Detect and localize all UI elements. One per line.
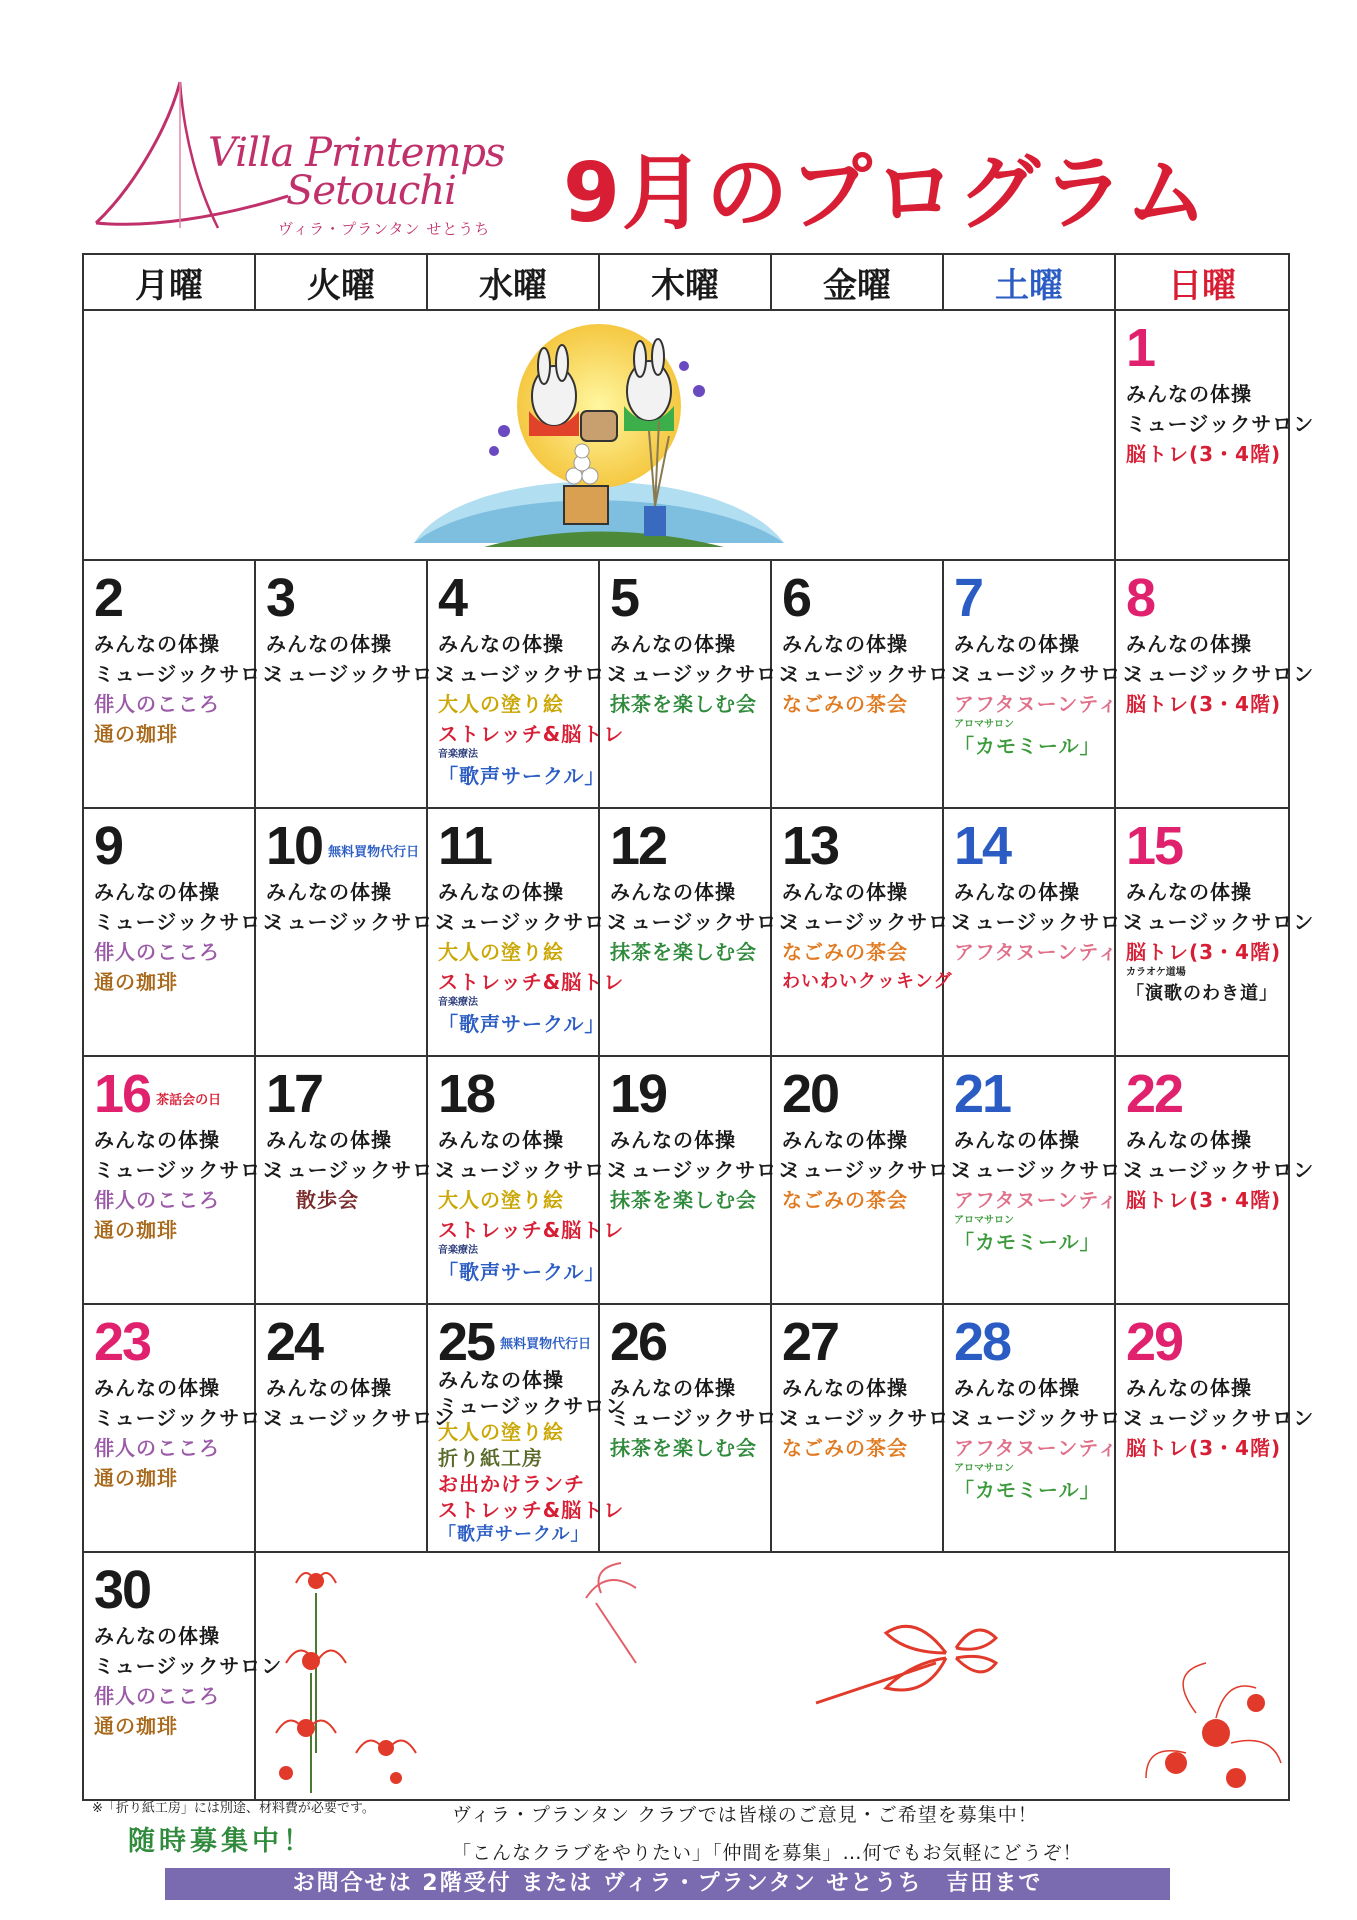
- event-item: 大人の塗り絵: [438, 1420, 564, 1444]
- day-number: 26: [610, 1312, 667, 1372]
- event-item: ミュージックサロン: [438, 910, 627, 934]
- event-item: わいわいクッキング: [782, 971, 953, 992]
- event-item: ストレッチ&脳トレ: [438, 1498, 625, 1522]
- day-note: 茶話会の日: [156, 1093, 222, 1108]
- weekday-thu: 木曜: [599, 254, 771, 310]
- day-number: 24: [266, 1312, 323, 1372]
- event-item: ストレッチ&脳トレ: [438, 1218, 625, 1242]
- calendar-day-cell: [83, 560, 283, 808]
- calendar-day-cell: [83, 1552, 283, 1800]
- event-item: みんなの体操: [782, 880, 908, 904]
- event-item: ミュージックサロン: [954, 910, 1143, 934]
- calendar-day-cell: [83, 1304, 283, 1552]
- week-row: [83, 1552, 1289, 1800]
- event-item: お出かけランチ: [438, 1472, 585, 1496]
- event-item: みんなの体操: [954, 880, 1080, 904]
- page-title: 9月のプログラム: [563, 146, 1210, 241]
- day-number: 25: [438, 1312, 495, 1372]
- event-item: ミュージックサロン: [438, 1158, 627, 1182]
- day-number: 10: [266, 816, 323, 876]
- event-item: 「歌声サークル」: [438, 1524, 590, 1545]
- event-item: ミュージックサロン: [782, 1406, 971, 1430]
- event-item: ミュージックサロン: [610, 1158, 799, 1182]
- event-item: ミュージックサロン: [94, 662, 283, 686]
- moon-rabbits-illustration: [83, 310, 1115, 560]
- calendar-day-cell: [427, 1304, 627, 1552]
- day-number: 15: [1126, 816, 1183, 876]
- event-item: なごみの茶会: [782, 1436, 908, 1460]
- event-item: ミュージックサロン: [94, 1158, 283, 1182]
- logo-subtitle: ヴィラ・プランタン せとうち: [278, 220, 491, 238]
- calendar-day-cell: [943, 808, 1143, 1056]
- day-note: 無料買物代行日: [500, 1337, 592, 1352]
- event-item: みんなの体操: [94, 1624, 220, 1648]
- event-item: 脳トレ(3・4階): [1126, 1436, 1282, 1460]
- event-item: みんなの体操: [266, 632, 392, 656]
- week-row: [83, 1056, 1289, 1304]
- calendar-day-cell: [599, 560, 799, 808]
- day-number: 17: [266, 1064, 323, 1124]
- event-subtitle: 音楽療法: [438, 1245, 478, 1256]
- event-item: 「歌声サークル」: [438, 1260, 606, 1284]
- calendar-day-cell: [427, 1056, 627, 1304]
- villa-printemps-logo: [88, 78, 518, 248]
- calendar-day-cell: [255, 560, 455, 808]
- calendar-day-cell: [771, 808, 971, 1056]
- event-item: みんなの体操: [1126, 880, 1252, 904]
- event-subtitle: 音楽療法: [438, 749, 478, 760]
- weekday-fri: 金曜: [771, 254, 943, 310]
- event-item: 「カモミール」: [954, 1478, 1101, 1502]
- event-item: みんなの体操: [94, 1376, 220, 1400]
- event-item: みんなの体操: [266, 1128, 392, 1152]
- event-item: みんなの体操: [610, 1376, 736, 1400]
- day-number: 3: [266, 568, 295, 628]
- calendar-day-cell: [83, 1056, 283, 1304]
- event-item: 「演歌のわき道」: [1126, 983, 1278, 1004]
- event-item: ミュージックサロン: [1126, 1158, 1315, 1182]
- calendar-day-cell: [943, 560, 1143, 808]
- event-item: みんなの体操: [94, 1128, 220, 1152]
- day-number: 2: [94, 568, 123, 628]
- day-number: 8: [1126, 568, 1155, 628]
- event-item: ミュージックサロン: [782, 662, 971, 686]
- week-row: [83, 560, 1289, 808]
- event-item: みんなの体操: [438, 632, 564, 656]
- event-item: みんなの体操: [1126, 632, 1252, 656]
- calendar-day-cell: [771, 1304, 971, 1552]
- dragonfly-icon: [256, 1553, 1286, 1797]
- day-number: 19: [610, 1064, 667, 1124]
- event-item: アフタヌーンティ: [954, 1436, 1119, 1460]
- calendar-day-cell: [1115, 310, 1315, 560]
- event-item: 「カモミール」: [954, 1230, 1101, 1254]
- event-item: みんなの体操: [782, 1376, 908, 1400]
- event-item: 俳人のこころ: [94, 940, 220, 964]
- week-row: [83, 1304, 1289, 1552]
- event-item: 脳トレ(3・4階): [1126, 940, 1282, 964]
- event-item: 大人の塗り絵: [438, 940, 564, 964]
- event-item: ストレッチ&脳トレ: [438, 970, 625, 994]
- event-item: 俳人のこころ: [94, 1684, 220, 1708]
- day-number: 7: [954, 568, 983, 628]
- event-item: ミュージックサロン: [266, 1158, 455, 1182]
- calendar-day-cell: [599, 808, 799, 1056]
- event-item: 抹茶を楽しむ会: [610, 692, 757, 716]
- week-row: [83, 808, 1289, 1056]
- calendar-day-cell: [83, 808, 283, 1056]
- event-item: ミュージックサロン: [954, 1158, 1143, 1182]
- event-item: みんなの体操: [1126, 1128, 1252, 1152]
- event-item: 大人の塗り絵: [438, 692, 564, 716]
- event-item: 抹茶を楽しむ会: [610, 1188, 757, 1212]
- event-item: ミュージックサロン: [610, 1406, 799, 1430]
- event-item: 「カモミール」: [954, 734, 1101, 758]
- event-item: ストレッチ&脳トレ: [438, 722, 625, 746]
- event-item: みんなの体操: [1126, 382, 1252, 406]
- footer-note: ※「折り紙工房」には別途、材料費が必要です。: [92, 1801, 375, 1816]
- day-number: 14: [954, 816, 1011, 876]
- calendar-day-cell: [1115, 560, 1315, 808]
- event-item: みんなの体操: [782, 632, 908, 656]
- day-number: 18: [438, 1064, 495, 1124]
- event-item: 通の珈琲: [94, 722, 178, 746]
- day-number: 29: [1126, 1312, 1183, 1372]
- event-item: 脳トレ(3・4階): [1126, 692, 1282, 716]
- event-item: ミュージックサロン: [1126, 910, 1315, 934]
- event-item: アフタヌーンティ: [954, 1188, 1119, 1212]
- calendar-day-cell: [943, 1056, 1143, 1304]
- event-item: 散歩会: [296, 1188, 359, 1212]
- weekday-mon: 月曜: [83, 254, 255, 310]
- day-number: 9: [94, 816, 123, 876]
- event-item: 俳人のこころ: [94, 692, 220, 716]
- event-item: なごみの茶会: [782, 692, 908, 716]
- calendar-day-cell: [943, 1304, 1143, 1552]
- calendar-day-cell: [255, 808, 455, 1056]
- weekday-header-row: [83, 254, 1289, 310]
- day-number: 28: [954, 1312, 1011, 1372]
- event-item: みんなの体操: [610, 1128, 736, 1152]
- event-item: 通の珈琲: [94, 1466, 178, 1490]
- day-number: 4: [438, 568, 467, 628]
- weekday-wed: 水曜: [427, 254, 599, 310]
- calendar-day-cell: [255, 1304, 455, 1552]
- event-item: みんなの体操: [266, 880, 392, 904]
- day-number: 13: [782, 816, 839, 876]
- event-item: ミュージックサロン: [954, 662, 1143, 686]
- event-item: 通の珈琲: [94, 970, 178, 994]
- weekday-sat: 土曜: [943, 254, 1115, 310]
- weekday-sun: 日曜: [1115, 254, 1289, 310]
- event-item: ミュージックサロン: [266, 910, 455, 934]
- event-item: みんなの体操: [94, 880, 220, 904]
- day-number: 5: [610, 568, 639, 628]
- event-item: みんなの体操: [954, 1128, 1080, 1152]
- day-number: 21: [954, 1064, 1011, 1124]
- event-subtitle: カラオケ道場: [1126, 967, 1186, 978]
- calendar-day-cell: [599, 1304, 799, 1552]
- day-number: 11: [438, 816, 492, 876]
- event-item: 脳トレ(3・4階): [1126, 1188, 1282, 1212]
- calendar-table: [82, 253, 1315, 1801]
- event-item: ミュージックサロン: [610, 910, 799, 934]
- event-item: みんなの体操: [954, 1376, 1080, 1400]
- day-number: 6: [782, 568, 811, 628]
- calendar-day-cell: [1115, 1056, 1315, 1304]
- event-item: ミュージックサロン: [782, 1158, 971, 1182]
- logo-line1: Villa Printemps: [208, 130, 505, 176]
- event-item: なごみの茶会: [782, 940, 908, 964]
- event-subtitle: アロマサロン: [954, 1463, 1014, 1474]
- moon-rabbit-icon: [84, 311, 1114, 557]
- event-item: アフタヌーンティ: [954, 940, 1119, 964]
- event-item: ミュージックサロン: [94, 910, 283, 934]
- event-item: 俳人のこころ: [94, 1188, 220, 1212]
- footer-message-2: 「こんなクラブをやりたい」「仲間を募集」…何でもお気軽にどうぞ！: [452, 1842, 1083, 1864]
- event-item: ミュージックサロン: [1126, 662, 1315, 686]
- spider-lily-illustration: [255, 1552, 1289, 1800]
- event-item: みんなの体操: [1126, 1376, 1252, 1400]
- event-item: 「歌声サークル」: [438, 1012, 606, 1036]
- event-item: 俳人のこころ: [94, 1436, 220, 1460]
- event-subtitle: 音楽療法: [438, 997, 478, 1008]
- event-item: みんなの体操: [610, 880, 736, 904]
- calendar-day-cell: [1115, 1304, 1315, 1552]
- day-number: 23: [94, 1312, 151, 1372]
- logo-line2: Setouchi: [286, 168, 456, 214]
- contact-bar: お問合せは 2階受付 または ヴィラ・プランタン せとうち 吉田まで: [165, 1868, 1170, 1900]
- event-item: ミュージックサロン: [266, 1406, 455, 1430]
- event-subtitle: アロマサロン: [954, 1215, 1014, 1226]
- event-item: ミュージックサロン: [94, 1406, 283, 1430]
- event-item: ミュージックサロン: [610, 662, 799, 686]
- day-number: 20: [782, 1064, 839, 1124]
- calendar-day-cell: [255, 1056, 455, 1304]
- event-item: みんなの体操: [610, 632, 736, 656]
- event-item: ミュージックサロン: [1126, 412, 1315, 436]
- event-item: ミュージックサロン: [438, 1394, 627, 1418]
- event-item: みんなの体操: [438, 1128, 564, 1152]
- calendar-day-cell: [427, 808, 627, 1056]
- event-item: ミュージックサロン: [438, 662, 627, 686]
- event-item: ミュージックサロン: [94, 1654, 283, 1678]
- day-number: 30: [94, 1560, 151, 1620]
- event-item: アフタヌーンティ: [954, 692, 1119, 716]
- event-item: ミュージックサロン: [266, 662, 455, 686]
- day-number: 16: [94, 1064, 151, 1124]
- event-item: 通の珈琲: [94, 1714, 178, 1738]
- event-item: みんなの体操: [266, 1376, 392, 1400]
- event-item: 抹茶を楽しむ会: [610, 940, 757, 964]
- event-item: 通の珈琲: [94, 1218, 178, 1242]
- event-item: 大人の塗り絵: [438, 1188, 564, 1212]
- day-number: 1: [1126, 318, 1155, 378]
- event-item: 「歌声サークル」: [438, 764, 606, 788]
- event-subtitle: アロマサロン: [954, 719, 1014, 730]
- event-item: みんなの体操: [782, 1128, 908, 1152]
- event-item: ミュージックサロン: [1126, 1406, 1315, 1430]
- week-row: [83, 310, 1289, 560]
- event-item: みんなの体操: [438, 880, 564, 904]
- event-item: なごみの茶会: [782, 1188, 908, 1212]
- calendar-day-cell: [1115, 808, 1315, 1056]
- calendar-day-cell: [771, 560, 971, 808]
- event-item: 抹茶を楽しむ会: [610, 1436, 757, 1460]
- weekday-tue: 火曜: [255, 254, 427, 310]
- event-item: 折り紙工房: [438, 1446, 543, 1470]
- day-number: 27: [782, 1312, 839, 1372]
- footer-message-1: ヴィラ・プランタン クラブでは皆様のご意見・ご希望を募集中！: [452, 1804, 1038, 1826]
- recruit-banner: 随時募集中！: [128, 1826, 314, 1857]
- event-item: みんなの体操: [94, 632, 220, 656]
- day-number: 12: [610, 816, 667, 876]
- calendar-day-cell: [599, 1056, 799, 1304]
- calendar-day-cell: [427, 560, 627, 808]
- event-item: ミュージックサロン: [782, 910, 971, 934]
- calendar-day-cell: [771, 1056, 971, 1304]
- day-note: 無料買物代行日: [328, 845, 420, 860]
- event-item: みんなの体操: [954, 632, 1080, 656]
- event-item: みんなの体操: [438, 1368, 564, 1392]
- event-item: ミュージックサロン: [954, 1406, 1143, 1430]
- day-number: 22: [1126, 1064, 1183, 1124]
- event-item: 脳トレ(3・4階): [1126, 442, 1282, 466]
